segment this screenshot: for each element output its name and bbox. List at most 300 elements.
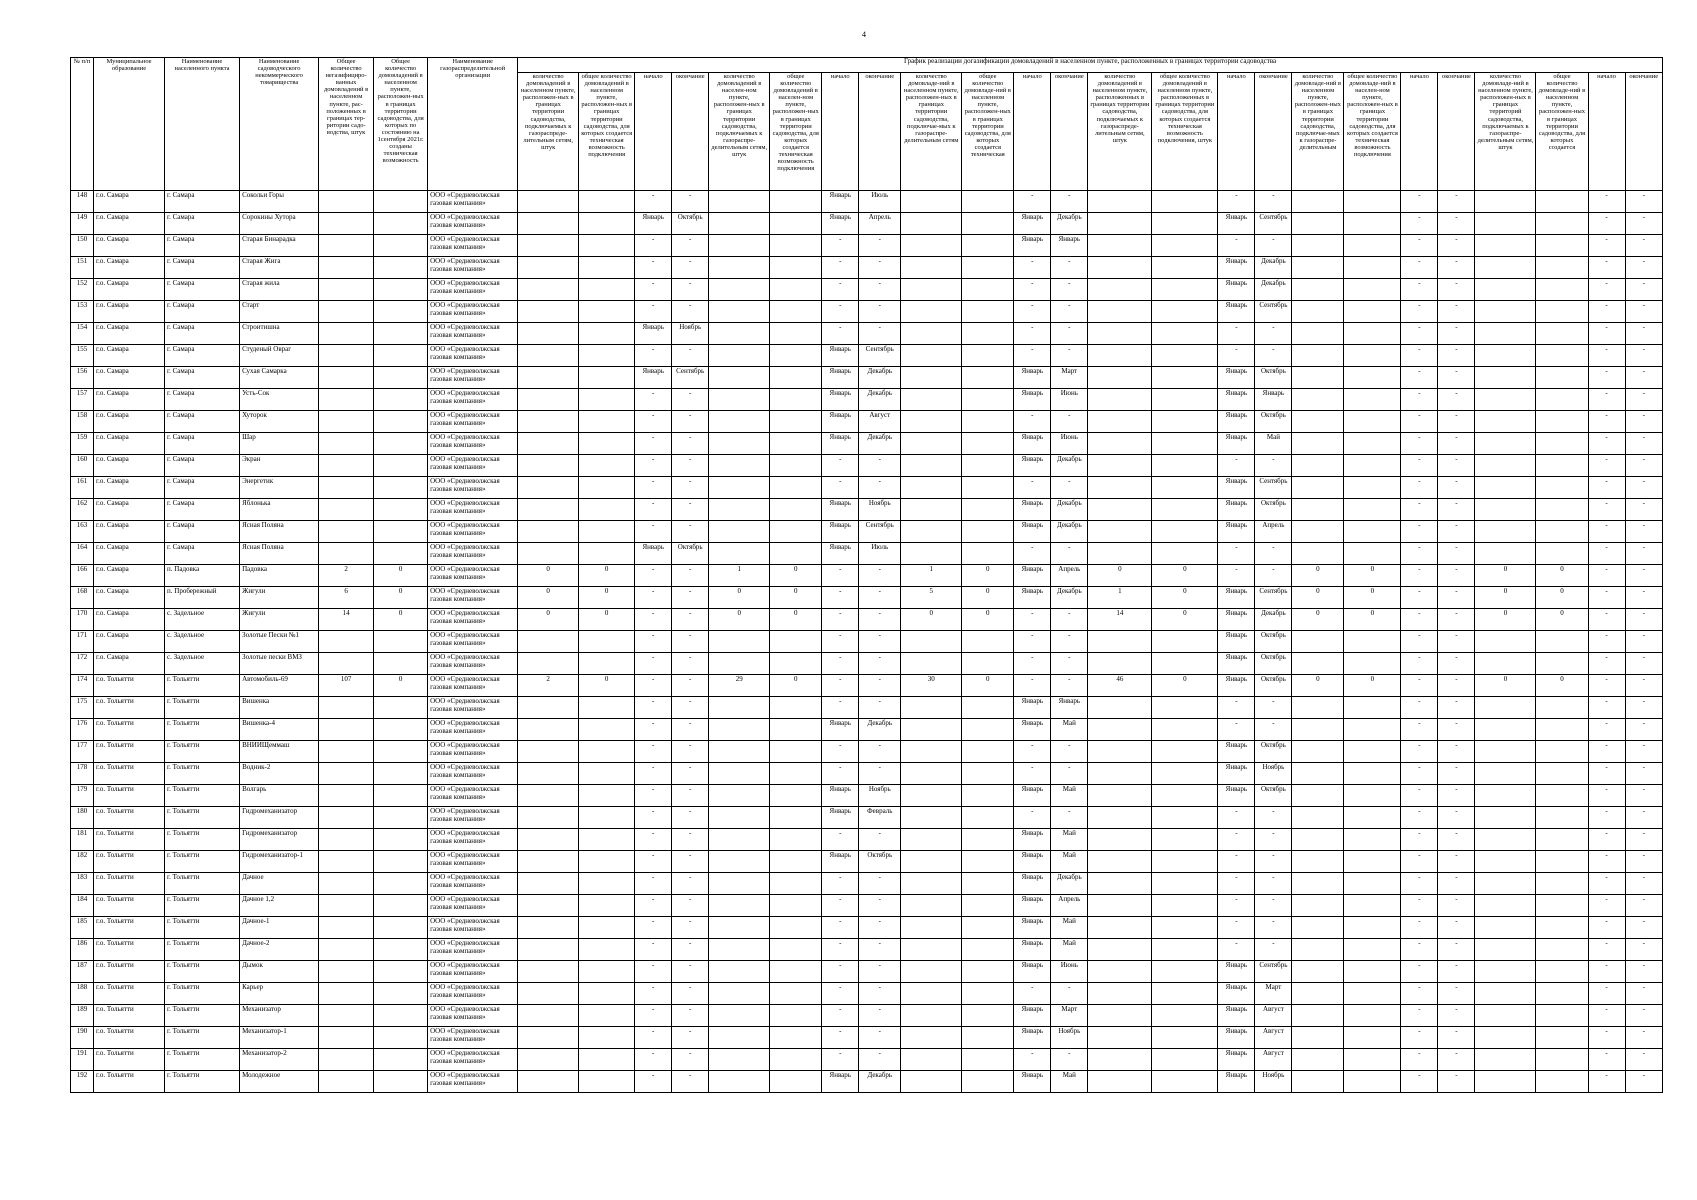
schedule-cell: - [1625,433,1662,455]
schedule-cell: - [1401,455,1438,477]
row-settlement: г. Тольятти [165,1071,240,1093]
schedule-cell [518,785,579,807]
schedule-cell [709,829,770,851]
schedule-cell [1152,521,1218,543]
schedule-cell [579,235,635,257]
header-municipality: Муниципальное образование [94,58,165,191]
sub-header-cell: начало [1401,73,1438,191]
schedule-cell [1292,1027,1344,1049]
schedule-cell: - [1438,895,1475,917]
schedule-cell: - [1218,719,1255,741]
schedule-cell [901,389,962,411]
schedule-cell [962,851,1014,873]
schedule-cell: - [1588,873,1625,895]
schedule-cell: - [1051,279,1088,301]
schedule-cell: - [1588,763,1625,785]
schedule-cell: - [635,851,672,873]
row-total-conditions [374,719,428,741]
schedule-cell: - [1438,1049,1475,1071]
row-total-ungasified: 107 [319,675,374,697]
row-settlement: г. Тольятти [165,807,240,829]
row-settlement: г. Тольятти [165,917,240,939]
schedule-cell [770,389,822,411]
schedule-cell [1344,477,1401,499]
row-total-conditions [374,1049,428,1071]
schedule-cell: 0 [770,587,822,609]
table-row [71,1027,1663,1049]
schedule-cell [518,213,579,235]
schedule-cell [962,939,1014,961]
schedule-cell [1088,873,1152,895]
row-number: 164 [71,543,94,565]
schedule-cell [1088,389,1152,411]
schedule-cell: Январь [1218,279,1255,301]
table-row [71,367,1663,389]
schedule-cell: - [635,675,672,697]
row-total-ungasified [319,917,374,939]
row-number: 183 [71,873,94,895]
schedule-cell [1088,1049,1152,1071]
schedule-cell: Январь [1014,455,1051,477]
schedule-cell: - [1438,433,1475,455]
schedule-cell [901,1005,962,1027]
schedule-cell [1344,411,1401,433]
schedule-cell [1292,785,1344,807]
schedule-cell [518,961,579,983]
schedule-cell: - [672,719,709,741]
schedule-cell: - [1051,323,1088,345]
schedule-cell [518,257,579,279]
schedule-cell: - [635,895,672,917]
table-row [71,1049,1663,1071]
schedule-cell [901,785,962,807]
schedule-cell [962,235,1014,257]
row-gdo: ООО «Средневолжская газовая компания» [428,455,518,477]
schedule-cell [518,433,579,455]
schedule-cell: Март [1051,367,1088,389]
schedule-cell: - [1625,697,1662,719]
schedule-cell: - [1014,345,1051,367]
schedule-cell: - [1014,257,1051,279]
schedule-cell [579,301,635,323]
schedule-cell: - [1588,521,1625,543]
table-row [71,191,1663,213]
schedule-cell: - [672,653,709,675]
schedule-cell: - [1401,983,1438,1005]
row-total-ungasified [319,235,374,257]
schedule-cell: 30 [901,675,962,697]
schedule-cell: Январь [1218,609,1255,631]
schedule-cell: Сентябрь [1255,961,1292,983]
schedule-cell [1292,389,1344,411]
schedule-cell: - [1218,323,1255,345]
schedule-cell [1536,411,1588,433]
schedule-cell: - [1625,1049,1662,1071]
schedule-cell: - [859,1027,901,1049]
schedule-cell [1536,191,1588,213]
row-municipality: г.о. Тольятти [94,1049,165,1071]
schedule-cell [770,411,822,433]
schedule-cell: Декабрь [1255,257,1292,279]
row-total-ungasified: 14 [319,609,374,631]
schedule-cell: Сентябрь [1255,477,1292,499]
schedule-cell: - [1588,983,1625,1005]
schedule-cell [579,807,635,829]
schedule-cell: - [1588,631,1625,653]
table-row [71,785,1663,807]
row-gdo: ООО «Средневолжская газовая компания» [428,631,518,653]
schedule-cell: Январь [1014,521,1051,543]
row-partnership: Жигули [240,609,319,631]
schedule-cell: Январь [1218,1005,1255,1027]
schedule-cell: Январь [822,807,859,829]
row-municipality: г.о. Самара [94,521,165,543]
schedule-cell: Январь [1218,301,1255,323]
schedule-cell: 0 [1292,675,1344,697]
schedule-cell [1536,389,1588,411]
row-number: 158 [71,411,94,433]
row-number: 180 [71,807,94,829]
row-partnership: ВНИИЩеммаш [240,741,319,763]
row-total-conditions: 0 [374,675,428,697]
schedule-cell [1536,499,1588,521]
schedule-cell: - [822,961,859,983]
schedule-cell [1475,785,1536,807]
row-partnership: Гидромеханизатор [240,829,319,851]
row-total-ungasified: 2 [319,565,374,587]
schedule-cell [1475,257,1536,279]
schedule-cell: - [1625,257,1662,279]
schedule-cell: Январь [1014,587,1051,609]
schedule-cell: - [1401,301,1438,323]
row-number: 154 [71,323,94,345]
schedule-cell: - [672,477,709,499]
sub-header-cell: начало [1014,73,1051,191]
row-total-conditions [374,785,428,807]
row-total-conditions [374,543,428,565]
schedule-cell: - [1401,1027,1438,1049]
schedule-cell: - [1588,565,1625,587]
schedule-cell: - [1625,719,1662,741]
row-partnership: Дачное [240,873,319,895]
row-partnership: Молодежное [240,1071,319,1093]
schedule-cell: - [1438,851,1475,873]
schedule-cell: Январь [822,433,859,455]
schedule-cell: - [1255,719,1292,741]
schedule-cell [1536,1071,1588,1093]
schedule-cell: - [1401,565,1438,587]
schedule-cell: Май [1051,719,1088,741]
row-settlement: г. Тольятти [165,851,240,873]
schedule-cell [1152,763,1218,785]
schedule-cell [1088,213,1152,235]
row-municipality: г.о. Самара [94,345,165,367]
schedule-cell: - [822,939,859,961]
row-settlement: с. Задельное [165,631,240,653]
schedule-cell: Сентябрь [859,345,901,367]
schedule-cell [901,499,962,521]
schedule-cell: Май [1051,829,1088,851]
schedule-cell: - [635,499,672,521]
schedule-cell: - [1218,807,1255,829]
table-row [71,1005,1663,1027]
schedule-cell [901,1049,962,1071]
row-municipality: г.о. Тольятти [94,1071,165,1093]
schedule-cell [770,697,822,719]
schedule-cell: - [1051,631,1088,653]
schedule-cell [579,433,635,455]
schedule-cell [518,807,579,829]
schedule-cell [770,895,822,917]
schedule-cell [1292,961,1344,983]
schedule-cell: - [1014,1049,1051,1071]
schedule-cell: - [1625,191,1662,213]
schedule-cell [1292,345,1344,367]
row-total-conditions: 0 [374,587,428,609]
schedule-cell: - [1401,653,1438,675]
row-gdo: ООО «Средневолжская газовая компания» [428,499,518,521]
schedule-cell: - [1051,411,1088,433]
sub-header-cell: количество домовладений в населен-ном пункте, расположен-ных в границах территории садоводства, подключаемых к газораспре-делительным сетям, штук [709,73,770,191]
schedule-cell [709,455,770,477]
schedule-cell: - [1625,873,1662,895]
row-total-conditions [374,631,428,653]
schedule-cell: Май [1051,851,1088,873]
schedule-cell: - [635,807,672,829]
row-number: 191 [71,1049,94,1071]
schedule-cell [518,323,579,345]
schedule-cell: - [1438,609,1475,631]
schedule-cell: - [1588,213,1625,235]
schedule-cell: - [1625,235,1662,257]
schedule-cell [1475,631,1536,653]
schedule-cell: - [822,455,859,477]
schedule-cell [962,653,1014,675]
row-municipality: г.о. Самара [94,609,165,631]
row-partnership: Дачное 1,2 [240,895,319,917]
schedule-cell: - [822,323,859,345]
schedule-cell: - [1588,433,1625,455]
schedule-cell: - [1625,983,1662,1005]
schedule-cell [1152,807,1218,829]
row-total-conditions [374,345,428,367]
schedule-cell: - [1588,851,1625,873]
schedule-cell: - [1438,675,1475,697]
row-municipality: г.о. Тольятти [94,763,165,785]
schedule-cell [1088,1005,1152,1027]
schedule-cell: Январь [635,213,672,235]
schedule-cell [1152,213,1218,235]
schedule-cell [709,697,770,719]
row-gdo: ООО «Средневолжская газовая компания» [428,807,518,829]
schedule-cell [962,1027,1014,1049]
table-row [71,917,1663,939]
row-number: 156 [71,367,94,389]
row-total-conditions [374,983,428,1005]
schedule-cell [1292,1071,1344,1093]
schedule-cell [709,433,770,455]
schedule-cell: 0 [1344,587,1401,609]
row-gdo: ООО «Средневолжская газовая компания» [428,741,518,763]
schedule-cell [770,345,822,367]
schedule-cell: - [1051,741,1088,763]
schedule-cell [770,499,822,521]
schedule-cell [1088,279,1152,301]
row-total-conditions [374,213,428,235]
schedule-cell [709,345,770,367]
schedule-cell: - [1438,873,1475,895]
schedule-cell: 0 [901,609,962,631]
row-total-conditions [374,301,428,323]
schedule-cell: - [1438,345,1475,367]
row-total-ungasified [319,477,374,499]
schedule-cell [1475,543,1536,565]
schedule-cell [901,411,962,433]
schedule-cell [770,939,822,961]
row-partnership: Старая Бинарадка [240,235,319,257]
schedule-cell: - [1014,477,1051,499]
schedule-cell [1536,917,1588,939]
row-total-ungasified [319,433,374,455]
row-municipality: г.о. Самара [94,213,165,235]
schedule-cell: Январь [1218,499,1255,521]
table-row [71,873,1663,895]
row-number: 179 [71,785,94,807]
schedule-cell: - [859,653,901,675]
schedule-cell [901,939,962,961]
schedule-cell [1088,851,1152,873]
schedule-cell: - [635,697,672,719]
schedule-cell: Январь [1218,213,1255,235]
header-settlement: Наименование населенного пункта [165,58,240,191]
schedule-cell: Октябрь [1255,741,1292,763]
schedule-cell [770,1027,822,1049]
schedule-cell [1292,257,1344,279]
schedule-cell: Январь [1014,939,1051,961]
schedule-cell [518,191,579,213]
row-number: 172 [71,653,94,675]
schedule-cell: - [672,191,709,213]
row-total-conditions [374,279,428,301]
schedule-cell: - [672,917,709,939]
schedule-cell: Январь [822,1071,859,1093]
schedule-cell: Январь [1218,961,1255,983]
schedule-cell [1344,279,1401,301]
row-municipality: г.о. Тольятти [94,719,165,741]
schedule-cell: - [1438,917,1475,939]
row-total-ungasified [319,345,374,367]
schedule-cell [518,983,579,1005]
schedule-cell: - [1438,983,1475,1005]
schedule-cell: 0 [770,565,822,587]
schedule-cell [1088,895,1152,917]
schedule-cell [1152,653,1218,675]
row-municipality: г.о. Самара [94,279,165,301]
schedule-cell [1475,719,1536,741]
schedule-cell: - [1051,191,1088,213]
row-total-ungasified [319,191,374,213]
schedule-cell: - [1625,499,1662,521]
schedule-cell: Август [1255,1005,1292,1027]
schedule-cell [770,653,822,675]
row-settlement: с. Задельное [165,653,240,675]
header-gdo: Наименование газораспределительной организации [428,58,518,191]
schedule-cell: - [1625,1005,1662,1027]
schedule-cell: 0 [518,565,579,587]
row-municipality: г.о. Самара [94,543,165,565]
schedule-cell: 0 [1292,587,1344,609]
schedule-cell [1088,543,1152,565]
row-gdo: ООО «Средневолжская газовая компания» [428,521,518,543]
schedule-cell: - [635,939,672,961]
schedule-cell [1088,257,1152,279]
schedule-cell [709,785,770,807]
schedule-cell: 0 [1292,609,1344,631]
schedule-cell [1344,213,1401,235]
schedule-cell: - [1401,829,1438,851]
row-gdo: ООО «Средневолжская газовая компания» [428,587,518,609]
row-municipality: г.о. Самара [94,499,165,521]
schedule-cell [962,631,1014,653]
row-partnership: Энергетик [240,477,319,499]
row-municipality: г.о. Тольятти [94,851,165,873]
schedule-cell [518,851,579,873]
schedule-cell: - [1401,257,1438,279]
schedule-cell: - [1218,829,1255,851]
schedule-cell: - [859,917,901,939]
schedule-cell: - [672,763,709,785]
schedule-cell [1344,433,1401,455]
row-partnership: Дымок [240,961,319,983]
schedule-cell [770,917,822,939]
schedule-cell: - [1255,697,1292,719]
schedule-cell [518,235,579,257]
schedule-cell: Январь [822,389,859,411]
schedule-cell [770,543,822,565]
schedule-cell [1344,961,1401,983]
schedule-cell: - [672,961,709,983]
row-total-conditions [374,763,428,785]
schedule-cell: - [1588,829,1625,851]
schedule-cell: Январь [635,323,672,345]
schedule-cell [709,301,770,323]
row-number: 181 [71,829,94,851]
row-total-ungasified [319,367,374,389]
schedule-cell [1475,301,1536,323]
schedule-cell: Май [1051,785,1088,807]
schedule-cell: Декабрь [859,433,901,455]
schedule-cell: Октябрь [859,851,901,873]
schedule-cell: - [1401,235,1438,257]
row-number: 186 [71,939,94,961]
schedule-cell: - [1438,1027,1475,1049]
schedule-cell [709,917,770,939]
schedule-cell [579,257,635,279]
schedule-cell [1536,719,1588,741]
row-settlement: г. Самара [165,279,240,301]
table-row [71,257,1663,279]
schedule-cell [1088,235,1152,257]
sub-header-cell: общее количество домовладе-ний в населенном пункте, расположен-ных в границах территории садоводства, для которых создается [1536,73,1588,191]
row-number: 170 [71,609,94,631]
schedule-cell [518,389,579,411]
schedule-cell: - [1051,257,1088,279]
schedule-cell [901,477,962,499]
row-gdo: ООО «Средневолжская газовая компания» [428,829,518,851]
row-number: 188 [71,983,94,1005]
schedule-cell [1344,741,1401,763]
schedule-cell [709,235,770,257]
